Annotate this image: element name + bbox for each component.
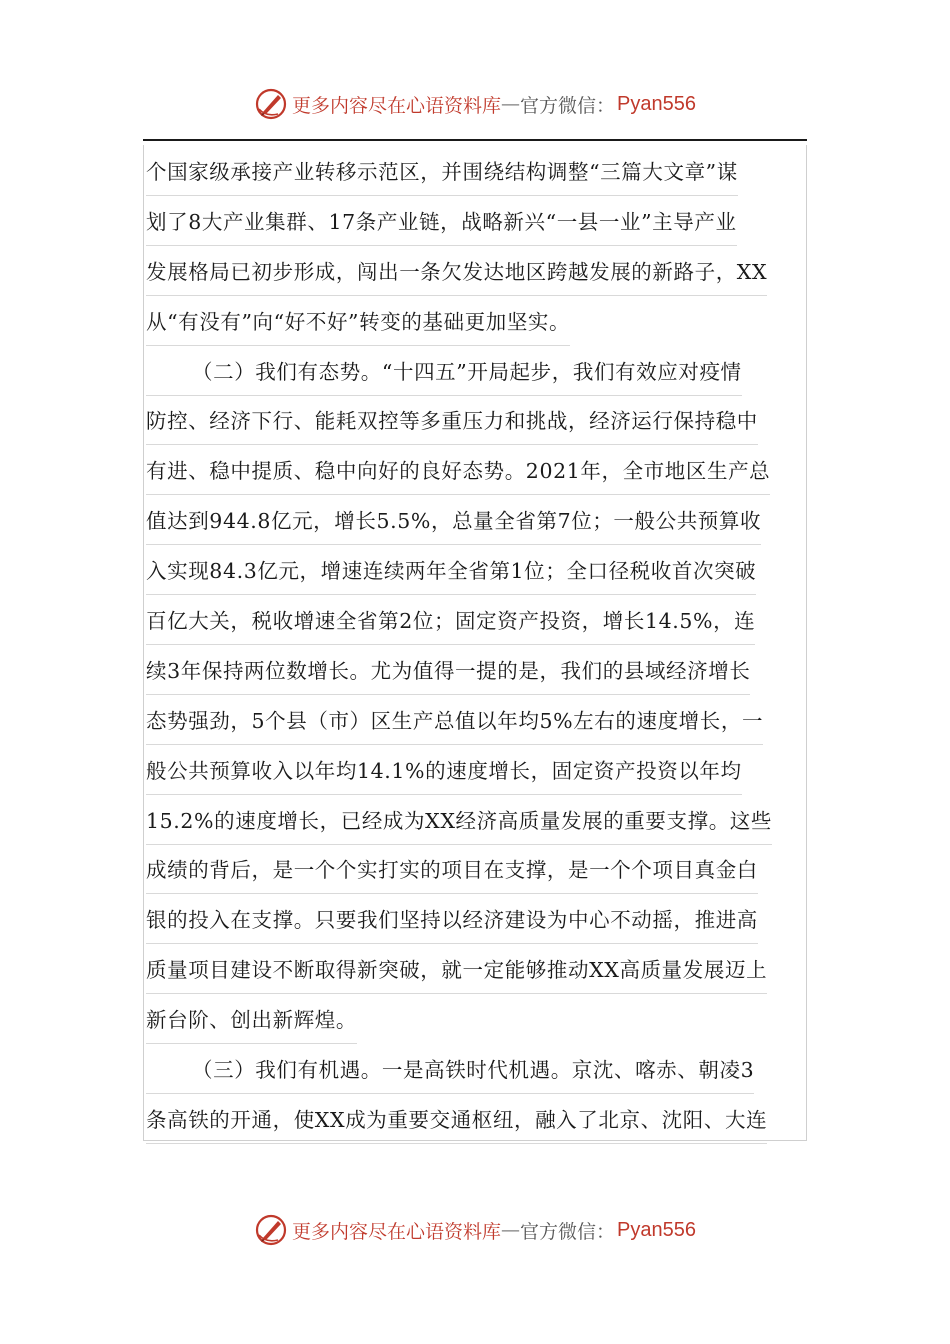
text-line: 般公共预算收入以年均14.1%的速度增长，固定资产投资以年均 — [146, 747, 804, 797]
text-line: 百亿大关，税收增速全省第2位；固定资产投资，增长14.5%，连 — [146, 597, 804, 647]
watermark-wechat-id: Pyan556 — [617, 92, 696, 115]
text-line: 发展格局已初步形成，闯出一条欠发达地区跨越发展的新路子，XX — [146, 248, 804, 298]
text-line: 值达到944.8亿元，增长5.5%，总量全省第7位；一般公共预算收 — [146, 497, 804, 547]
footer-watermark — [0, 1210, 950, 1250]
watermark-main-text: 更多内容尽在心语资料库 — [292, 1220, 502, 1243]
quill-pen-logo-icon — [254, 1213, 288, 1247]
watermark-dash: — — [501, 93, 521, 115]
text-line: 15.2%的速度增长，已经成为XX经济高质量发展的重要支撑。这些 — [146, 797, 804, 847]
text-line: 质量项目建设不断取得新突破，就一定能够推动XX高质量发展迈上 — [146, 946, 804, 996]
text-line: 新台阶、创出新辉煌。 — [146, 996, 804, 1046]
text-line: 划了8大产业集群、17条产业链，战略新兴“一县一业”主导产业 — [146, 198, 804, 248]
watermark-dash: — — [501, 1219, 521, 1241]
watermark-wechat-id: Pyan556 — [617, 1218, 696, 1241]
quill-pen-logo-icon — [254, 87, 288, 121]
watermark-main-text: 更多内容尽在心语资料库 — [292, 94, 502, 117]
watermark-official-label: 官方微信： — [520, 1220, 616, 1243]
text-line: 条高铁的开通，使XX成为重要交通枢纽，融入了北京、沈阳、大连 — [146, 1096, 804, 1146]
text-line: 从“有没有”向“好不好”转变的基础更加坚实。 — [146, 298, 804, 348]
text-line: 成绩的背后，是一个个实打实的项目在支撑，是一个个项目真金白 — [146, 846, 804, 896]
header-rule — [143, 139, 807, 141]
text-line: 续3年保持两位数增长。尤为值得一提的是，我们的县域经济增长 — [146, 647, 804, 697]
paragraph-start-line: （二）我们有态势。“十四五”开局起步，我们有效应对疫情 — [146, 348, 804, 398]
text-line: 个国家级承接产业转移示范区，并围绕结构调整“三篇大文章”谋 — [146, 148, 804, 198]
text-line: 银的投入在支撑。只要我们坚持以经济建设为中心不动摇，推进高 — [146, 896, 804, 946]
text-line: 入实现84.3亿元，增速连续两年全省第1位；全口径税收首次突破 — [146, 547, 804, 597]
text-line: 有进、稳中提质、稳中向好的良好态势。2021年，全市地区生产总 — [146, 447, 804, 497]
text-line: 态势强劲，5个县（市）区生产总值以年均5%左右的速度增长，一 — [146, 697, 804, 747]
document-body — [146, 148, 804, 1146]
header-watermark — [0, 84, 950, 124]
paragraph-start-line: （三）我们有机遇。一是高铁时代机遇。京沈、喀赤、朝凌3 — [146, 1046, 804, 1096]
text-line: 防控、经济下行、能耗双控等多重压力和挑战，经济运行保持稳中 — [146, 397, 804, 447]
watermark-official-label: 官方微信： — [520, 94, 616, 117]
